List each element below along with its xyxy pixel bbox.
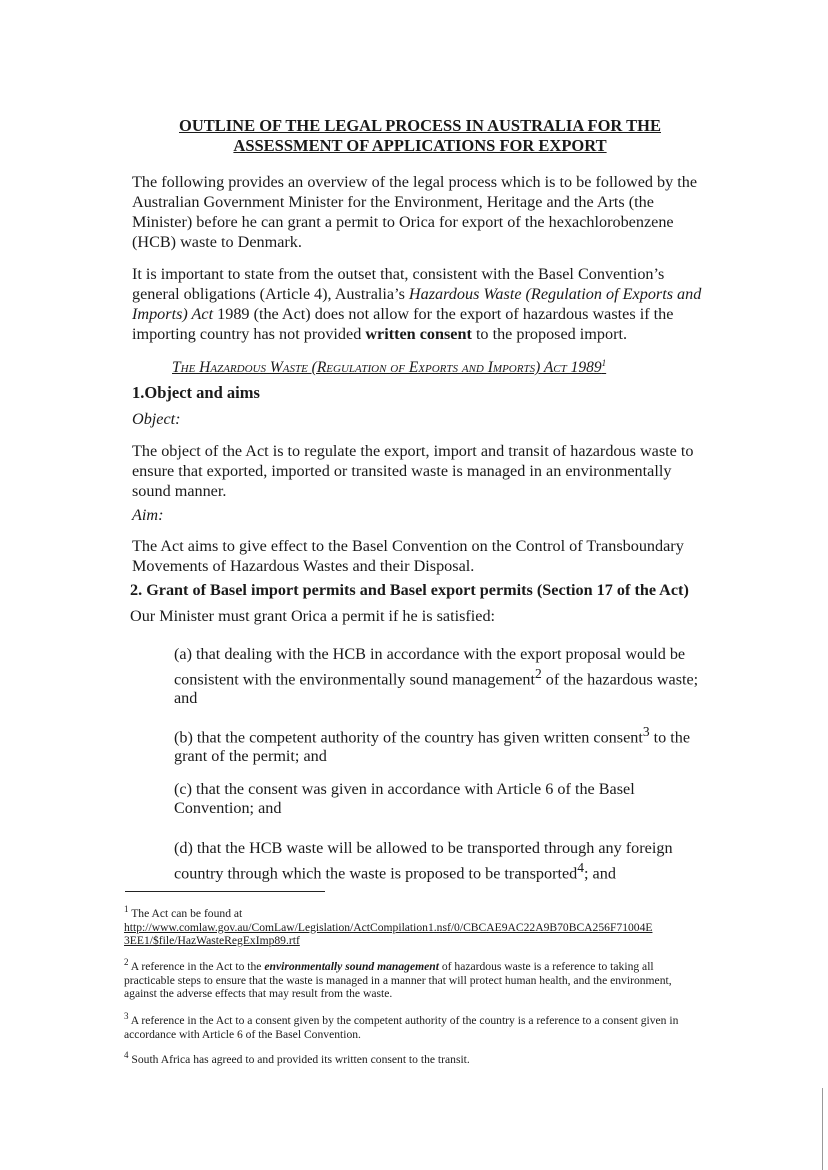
title-line-2: ASSESSMENT OF APPLICATIONS FOR EXPORT: [233, 136, 607, 155]
consent-paragraph: [132, 264, 702, 344]
intro-paragraph: The following provides an overview of the legal process which is to be followed by the Australian Government Minister for the Environment, Heritage and the Arts (the Minister) before he can grant a permit to Orica for export of the hexachlorobenzene (HCB) waste to Denmark.: [132, 173, 698, 251]
footnote-separator: [125, 891, 325, 892]
item-d-text: (d) that the HCB waste will be allowed to be transported through any foreign country through which the waste is proposed to be transported: [174, 839, 673, 883]
act-heading-text: The Hazardous Waste (Regulation of Exports and Imports) Act 1989: [172, 359, 602, 376]
aim-label: Aim:: [132, 506, 164, 524]
act-name-italic: Hazardous Waste (Regulation of Exports and Imports) Act: [132, 285, 702, 323]
footnote-4: [124, 1050, 699, 1067]
item-b-footnote-ref: 3: [642, 724, 650, 739]
act-heading-footnote-ref: 1: [601, 357, 607, 368]
consent-text-b: 1989 (the Act) does not allow for the export of hazardous wastes if the importing country has not provided: [132, 305, 674, 343]
footnote-1-number: 1: [124, 904, 129, 915]
item-b-text: (b) that the competent authority of the country has given written consent: [174, 728, 643, 747]
footnote-2-text-a: A reference in the Act to the: [128, 960, 265, 973]
item-a-text-end: of the hazardous waste; and: [174, 670, 699, 708]
footnote-2-bold: environmentally sound management: [264, 960, 439, 973]
section2-intro: Our Minister must grant Orica a permit if he is satisfied:: [130, 607, 496, 625]
written-consent-bold: written consent: [365, 325, 472, 343]
footnote-2-text-b: of hazardous waste is a reference to taking all practicable steps to ensure that the waste is managed in a manner that will protect human health, and the environment, against the adverse effects that may result from the waste.: [124, 960, 672, 1000]
footnote-1: [124, 904, 699, 948]
footnote-1-link[interactable]: http://www.comlaw.gov.au/ComLaw/Legislation/ActCompilation1.nsf/0/CBCAE9AC22A9B70BCA256F71004E: [124, 920, 653, 934]
item-a-footnote-ref: 2: [535, 666, 542, 681]
list-item-a: [174, 645, 702, 708]
item-b-text-end: to the grant of the permit; and: [174, 728, 691, 766]
act-heading: [172, 358, 692, 378]
section2-heading: 2. Grant of Basel import permits and Basel export permits (Section 17 of the Act): [130, 581, 689, 599]
footnote-3-text: A reference in the Act to a consent given by the competent authority of the country is a reference to a consent given in accordance with Article 6 of the Basel Convention.: [124, 1014, 679, 1041]
list-item-d: [174, 839, 702, 883]
footnote-4-number: 4: [124, 1050, 129, 1061]
list-item-c: (c) that the consent was given in accordance with Article 6 of the Basel Convention; and: [174, 780, 635, 817]
document-title: [150, 116, 690, 156]
scan-edge-line: [822, 1088, 823, 1170]
footnote-1-link-cont[interactable]: 3EE1/$file/HazWasteRegExImp89.rtf: [124, 934, 300, 947]
section1-heading: 1.Object and aims: [132, 383, 260, 402]
footnote-1-text: The Act can be found at: [128, 907, 243, 920]
object-text: The object of the Act is to regulate the export, import and transit of hazardous waste to ensure that exported, imported or transited waste is managed in an environmentally sound manner.: [132, 442, 694, 500]
footnote-4-text: South Africa has agreed to and provided its written consent to the transit.: [128, 1053, 470, 1066]
footnote-2: [124, 957, 699, 1001]
title-line-1: OUTLINE OF THE LEGAL PROCESS IN AUSTRALIA FOR THE: [179, 116, 661, 135]
item-a-text: (a) that dealing with the HCB in accordance with the export proposal would be consistent with the environmentally sound management: [174, 645, 686, 689]
footnote-3-number: 3: [124, 1011, 129, 1022]
consent-text-a: It is important to state from the outset that, consistent with the Basel Convention’s general obligations (Article 4), Australia’s: [132, 265, 665, 303]
item-d-footnote-ref: 4: [577, 860, 584, 875]
item-d-text-end: ; and: [584, 864, 616, 883]
list-item-b: [174, 722, 702, 766]
aim-text: The Act aims to give effect to the Basel Convention on the Control of Transboundary Movements of Hazardous Wastes and their Disposal.: [132, 537, 684, 575]
object-label: Object:: [132, 410, 181, 428]
footnote-2-number: 2: [124, 957, 129, 968]
consent-text-c: to the proposed import.: [471, 325, 627, 343]
footnote-3: [124, 1011, 699, 1041]
